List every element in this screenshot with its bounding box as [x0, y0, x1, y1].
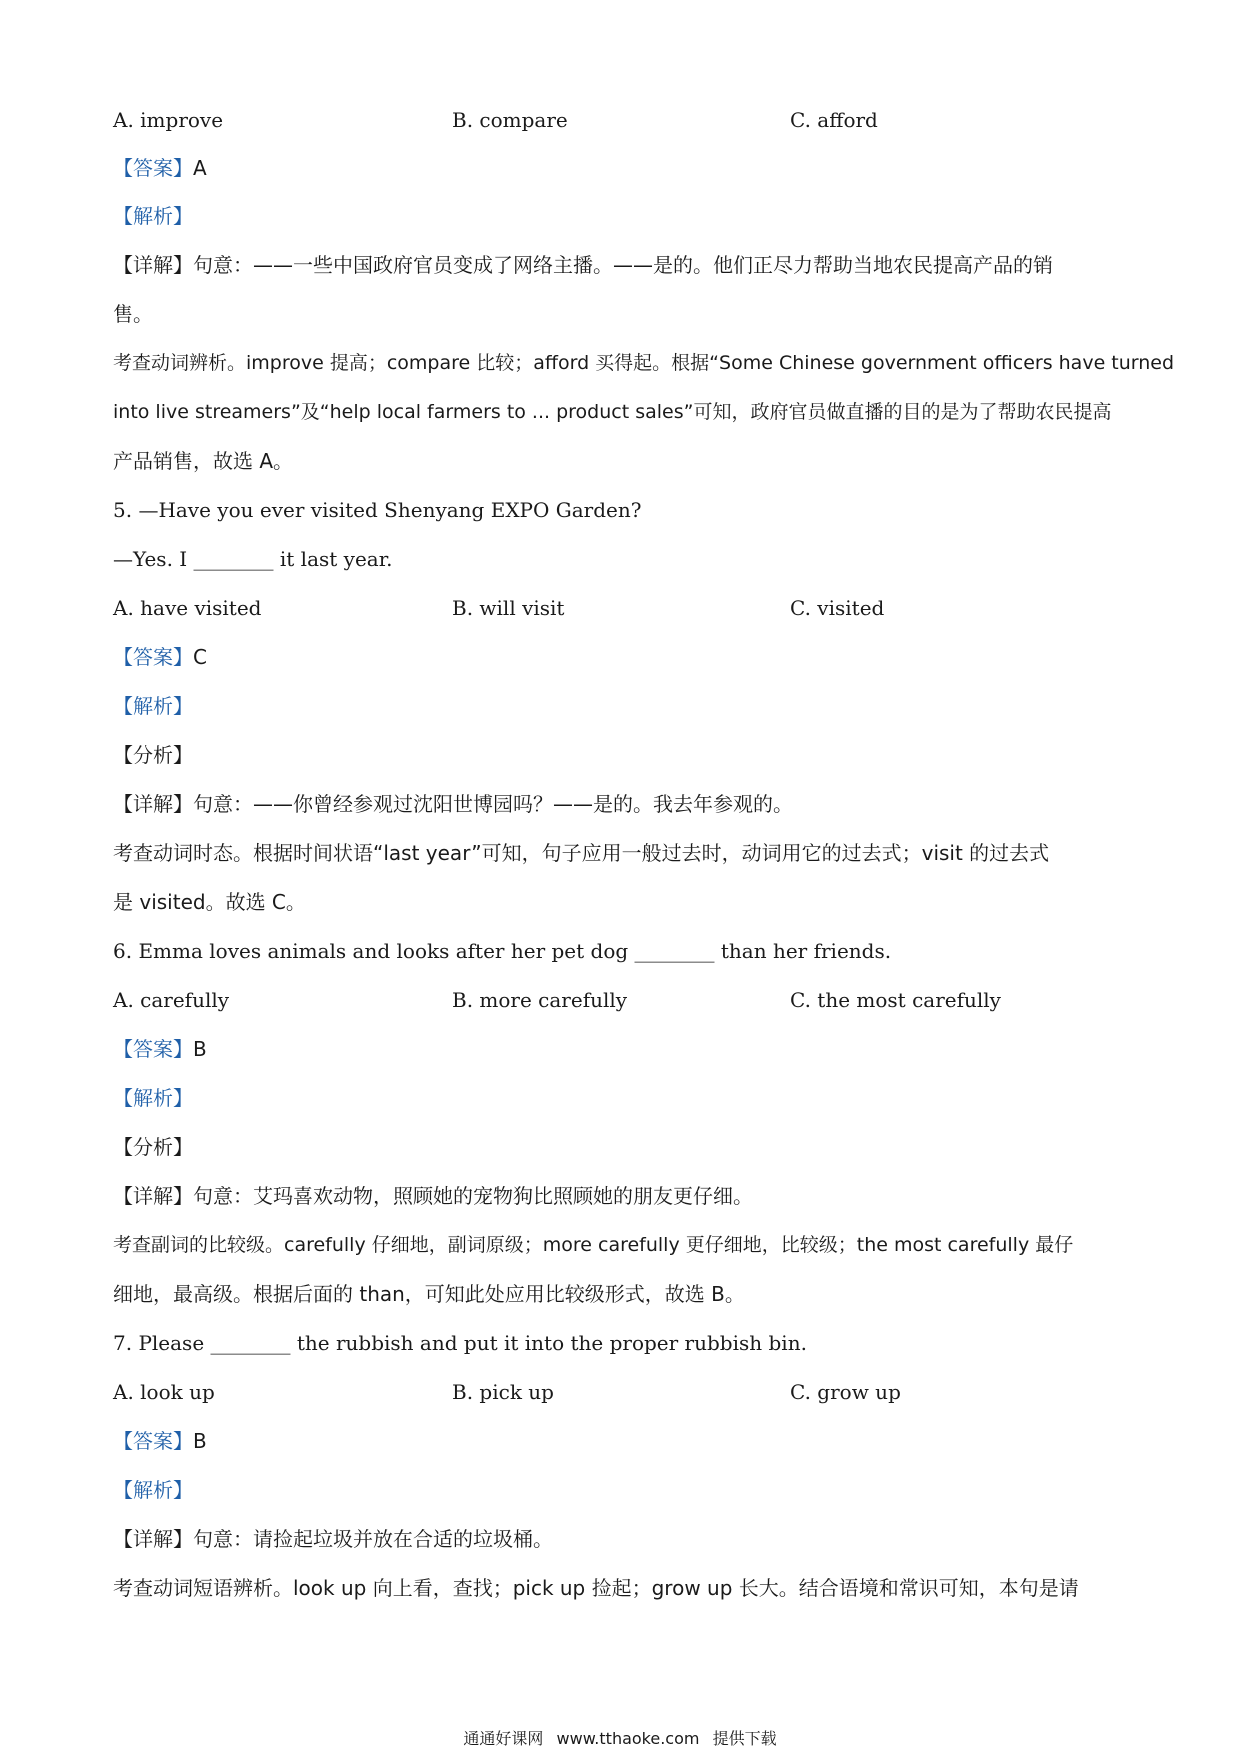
- q4-option-b: B. compare: [452, 108, 568, 132]
- footer-site: 通通好课网: [463, 1729, 544, 1748]
- answer-tag: 【答案】: [113, 1429, 193, 1453]
- q4-option-c: C. afford: [790, 108, 878, 132]
- q5-explanation-1: 考查动词时态。根据时间状语“last year”可知，句子应用一般过去时，动词用它的过去式；visit 的过去式: [113, 841, 1050, 865]
- q7-stem: 7. Please ________ the rubbish and put it into the proper rubbish bin.: [113, 1331, 807, 1355]
- q7-answer: [113, 1427, 1130, 1455]
- q7-option-c: C. grow up: [790, 1380, 901, 1404]
- q4-detail: 【详解】句意：——一些中国政府官员变成了网络主播。——是的。他们正尽力帮助当地农民提高产品的销: [113, 253, 1053, 277]
- q4-answer: [113, 154, 1130, 182]
- q4-analysis-tag: 【解析】: [113, 204, 193, 228]
- q5-detail: 【详解】句意：——你曾经参观过沈阳世博园吗？——是的。我去年参观的。: [113, 792, 793, 816]
- q5-analysis-tag: 【解析】: [113, 694, 193, 718]
- q7-detail: 【详解】句意：请捡起垃圾并放在合适的垃圾桶。: [113, 1527, 553, 1551]
- q4-explanation-2: into live streamers”及“help local farmers to ... product sales”可知，政府官员做直播的目的是为了帮助农民提高: [113, 401, 1112, 423]
- q6-fenxi-tag: 【分析】: [113, 1135, 193, 1159]
- footer-url[interactable]: www.tthaoke.com: [556, 1729, 700, 1748]
- answer-tag: 【答案】: [113, 645, 193, 669]
- q5-answer: [113, 643, 1130, 671]
- answer-value: A: [193, 156, 207, 180]
- q6-answer: [113, 1035, 1130, 1063]
- q7-option-b: B. pick up: [452, 1380, 554, 1404]
- answer-tag: 【答案】: [113, 156, 193, 180]
- q4-detail-cont: 售。: [113, 302, 153, 326]
- q7-analysis-tag: 【解析】: [113, 1478, 193, 1502]
- q6-analysis-tag: 【解析】: [113, 1086, 193, 1110]
- q6-explanation-1: 考查副词的比较级。carefully 仔细地，副词原级；more carefully 更仔细地，比较级；the most carefully 最仔: [113, 1234, 1074, 1256]
- q6-detail: 【详解】句意：艾玛喜欢动物，照顾她的宠物狗比照顾她的朋友更仔细。: [113, 1184, 753, 1208]
- q5-fenxi-tag: 【分析】: [113, 743, 193, 767]
- q6-option-a: A. carefully: [113, 988, 230, 1012]
- q6-option-b: B. more carefully: [452, 988, 628, 1012]
- q4-option-a: A. improve: [113, 108, 224, 132]
- answer-value: B: [193, 1037, 207, 1061]
- q5-stem-2: —Yes. I ________ it last year.: [113, 547, 393, 571]
- q6-stem: 6. Emma loves animals and looks after her pet dog ________ than her friends.: [113, 939, 892, 963]
- footer-note: 提供下载: [712, 1729, 777, 1748]
- answer-value: B: [193, 1429, 207, 1453]
- q5-option-a: A. have visited: [113, 596, 262, 620]
- q4-explanation-1: 考查动词辨析。improve 提高；compare 比较；afford 买得起。根据“Some Chinese government officers have turned: [113, 352, 1175, 374]
- q6-option-c: C. the most carefully: [790, 988, 1001, 1012]
- answer-tag: 【答案】: [113, 1037, 193, 1061]
- q5-explanation-2: 是 visited。故选 C。: [113, 890, 306, 914]
- q5-option-c: C. visited: [790, 596, 885, 620]
- q5-stem-1: 5. —Have you ever visited Shenyang EXPO Garden?: [113, 498, 642, 522]
- q5-option-b: B. will visit: [452, 596, 565, 620]
- q7-option-a: A. look up: [113, 1380, 215, 1404]
- page-footer: [0, 1728, 1240, 1750]
- q4-explanation-3: 产品销售，故选 A。: [113, 449, 294, 473]
- answer-value: C: [193, 645, 207, 669]
- q7-explanation-1: 考查动词短语辨析。look up 向上看，查找；pick up 捡起；grow up 长大。结合语境和常识可知，本句是请: [113, 1576, 1079, 1600]
- q6-explanation-2: 细地，最高级。根据后面的 than，可知此处应用比较级形式，故选 B。: [113, 1282, 745, 1306]
